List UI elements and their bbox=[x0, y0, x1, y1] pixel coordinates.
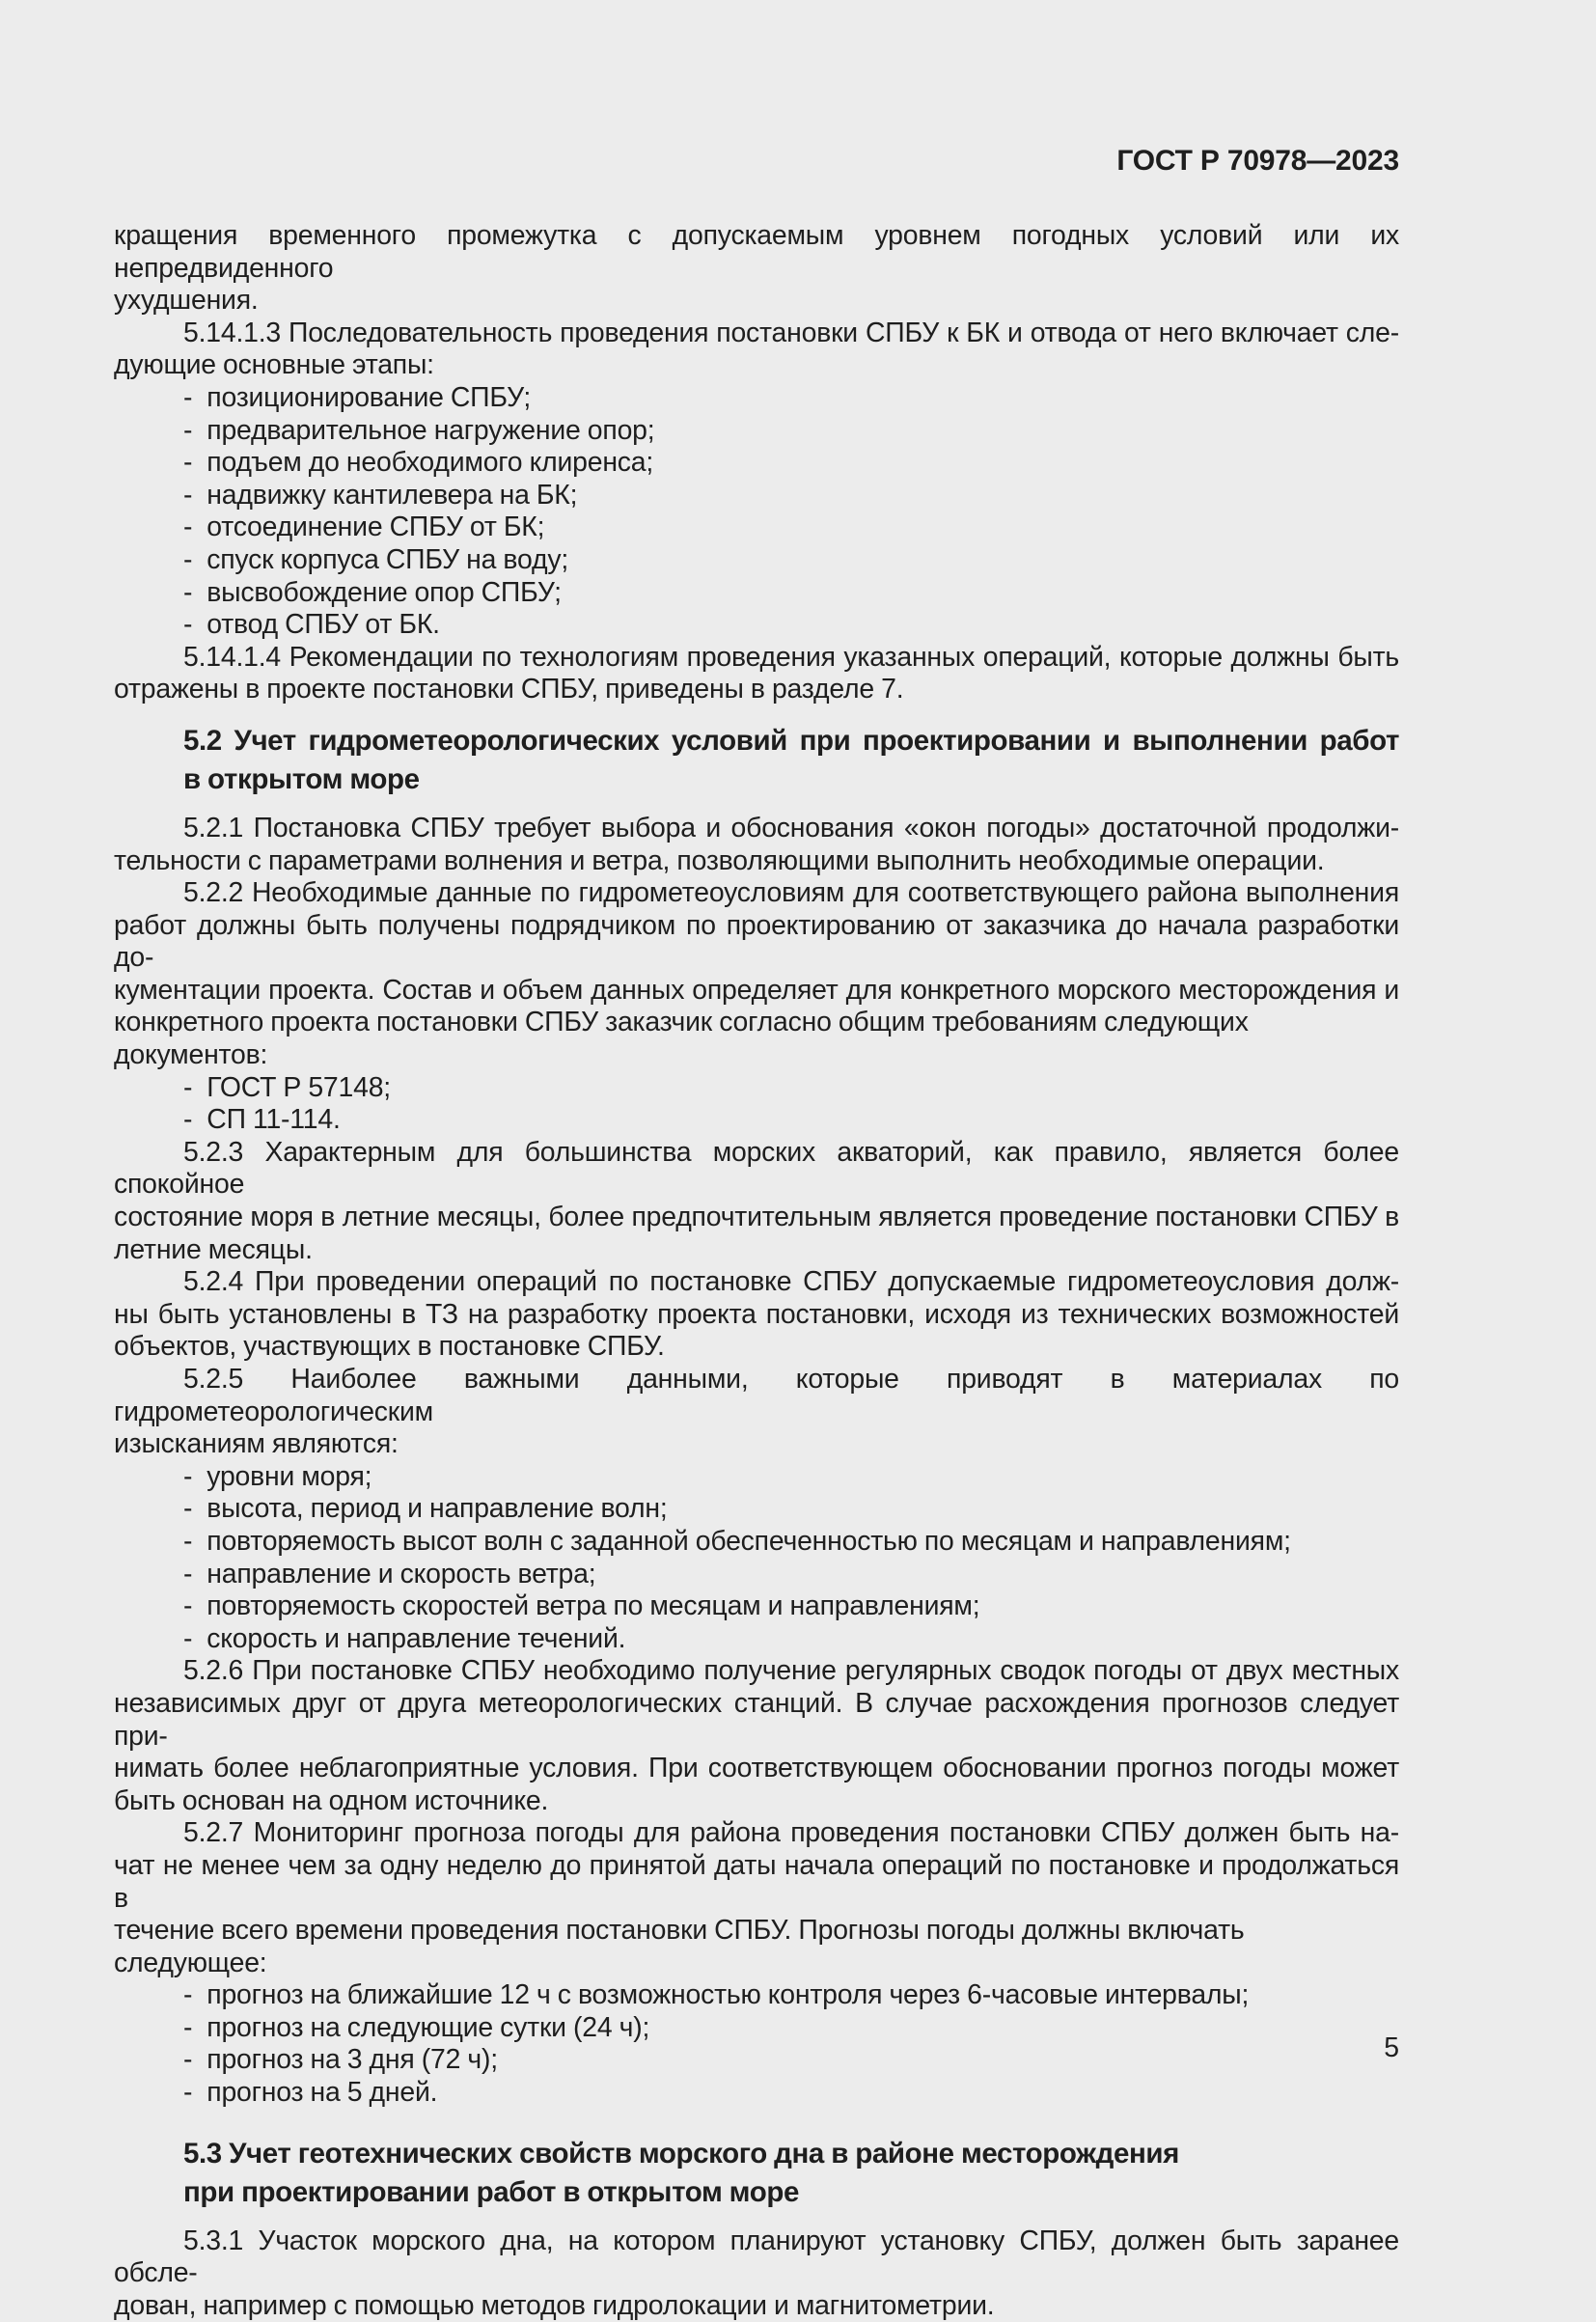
heading-line: 5.3 Учет геотехнических свойств морского дна в районе месторождения bbox=[183, 2137, 1179, 2170]
list-item-text: прогноз на 3 дня (72 ч); bbox=[206, 2044, 498, 2076]
paragraph-line: работ должны быть получены подрядчиком по проектированию от заказчика до начала разработки до- bbox=[114, 909, 1399, 974]
list-item bbox=[114, 2077, 1399, 2110]
list-item-text: повторяемость скоростей ветра по месяцам и направлениям; bbox=[206, 1590, 980, 1622]
list-item bbox=[114, 511, 1399, 544]
list-dash: - bbox=[183, 511, 193, 543]
document-code-header: ГОСТ Р 70978—2023 bbox=[1116, 145, 1399, 177]
list-item bbox=[114, 447, 1399, 480]
list-dash: - bbox=[183, 609, 193, 641]
list-dash: - bbox=[183, 1460, 193, 1492]
list-item bbox=[114, 415, 1399, 448]
list-dash: - bbox=[183, 1558, 193, 1589]
list-item bbox=[114, 382, 1399, 415]
list-item-text: направление и скорость ветра; bbox=[206, 1558, 596, 1589]
list-dash: - bbox=[183, 447, 193, 479]
document-body bbox=[114, 220, 1399, 2322]
list-item-text: прогноз на 5 дней. bbox=[206, 2077, 438, 2109]
list-dash: - bbox=[183, 1104, 193, 1136]
section-heading bbox=[114, 722, 1399, 799]
dash-list bbox=[114, 1461, 1399, 1656]
list-item-text: предварительное нагружение опор; bbox=[206, 414, 655, 446]
paragraph bbox=[114, 642, 1399, 706]
heading-line: 5.2 Учет гидрометеорологических условий при проектировании и выполнении работ bbox=[183, 724, 1399, 757]
paragraph-line: 5.14.1.4 Рекомендации по технологиям проведения указанных операций, которые должны быть bbox=[183, 641, 1399, 673]
list-dash: - bbox=[183, 2044, 193, 2076]
paragraph-line: кращения временного промежутка с допускаемым уровнем погодных условий или их непредвиденного bbox=[114, 220, 1399, 284]
list-item-text: высвобождение опор СПБУ; bbox=[206, 576, 562, 608]
section-heading bbox=[114, 2135, 1399, 2212]
paragraph-line: 5.2.3 Характерным для большинства морских акваторий, как правило, является более спокойное bbox=[114, 1136, 1399, 1201]
list-item-text: повторяемость высот волн с заданной обеспеченностью по месяцам и направлениям; bbox=[206, 1525, 1291, 1557]
list-item bbox=[114, 609, 1399, 642]
paragraph-line: ухудшения. bbox=[114, 285, 259, 317]
paragraph-line: 5.14.1.3 Последовательность проведения постановки СПБУ к БК и отвода от него включает сле- bbox=[183, 317, 1399, 348]
paragraph-line: летние месяцы. bbox=[114, 1233, 313, 1265]
page-number: 5 bbox=[1384, 2032, 1399, 2063]
dash-list bbox=[114, 1072, 1399, 1137]
list-dash: - bbox=[183, 2077, 193, 2109]
paragraph bbox=[114, 318, 1399, 382]
list-dash: - bbox=[183, 1493, 193, 1525]
list-dash: - bbox=[183, 381, 193, 413]
list-item bbox=[114, 1493, 1399, 1526]
list-item bbox=[114, 1072, 1399, 1105]
heading-line: в открытом море bbox=[183, 762, 420, 795]
list-item bbox=[114, 1559, 1399, 1591]
list-item bbox=[114, 1104, 1399, 1137]
paragraph-line: 5.2.5 Наиболее важными данными, которые приводят в материалах по гидрометеорологическим bbox=[114, 1364, 1399, 1427]
list-dash: - bbox=[183, 2011, 193, 2043]
paragraph bbox=[114, 2225, 1399, 2322]
paragraph bbox=[114, 877, 1399, 1072]
list-item bbox=[114, 480, 1399, 512]
list-item bbox=[114, 1526, 1399, 1559]
list-dash: - bbox=[183, 1525, 193, 1557]
list-item bbox=[114, 544, 1399, 577]
paragraph-line: 5.2.1 Постановка СПБУ требует выбора и обоснования «окон погоды» достаточной продолжи- bbox=[183, 812, 1399, 843]
paragraph-line: отражены в проекте постановки СПБУ, приведены в разделе 7. bbox=[114, 674, 904, 705]
paragraph-line: состояние моря в летние месяцы, более предпочтительным является проведение постановки СПБУ в bbox=[114, 1202, 1399, 1233]
paragraph-line: дующие основные этапы: bbox=[114, 349, 434, 381]
list-item bbox=[114, 1590, 1399, 1623]
paragraph-line: независимых друг от друга метеорологических станций. В случае расхождения прогнозов следует при- bbox=[114, 1687, 1399, 1752]
list-item-text: уровни моря; bbox=[206, 1460, 372, 1492]
paragraph bbox=[114, 220, 1399, 318]
paragraph bbox=[114, 1817, 1399, 1979]
list-item-text: отсоединение СПБУ от БК; bbox=[206, 511, 545, 543]
paragraph-line: течение всего времени проведения постановки СПБУ. Прогнозы погоды должны включать следующее: bbox=[114, 1915, 1245, 1978]
paragraph bbox=[114, 1137, 1399, 1266]
list-dash: - bbox=[183, 576, 193, 608]
list-item bbox=[114, 1461, 1399, 1494]
paragraph bbox=[114, 1655, 1399, 1817]
list-item-text: СП 11-114. bbox=[206, 1104, 341, 1136]
list-dash: - bbox=[183, 1071, 193, 1103]
list-item-text: спуск корпуса СПБУ на воду; bbox=[206, 543, 569, 575]
list-item bbox=[114, 2012, 1399, 2045]
list-dash: - bbox=[183, 543, 193, 575]
list-item bbox=[114, 577, 1399, 610]
paragraph bbox=[114, 1364, 1399, 1461]
paragraph-line: конкретного проекта постановки СПБУ заказчик согласно общим требованиям следующих документов: bbox=[114, 1007, 1249, 1071]
paragraph-line: 5.2.6 При постановке СПБУ необходимо получение регулярных сводок погоды от двух местных bbox=[183, 1655, 1399, 1687]
list-item-text: скорость и направление течений. bbox=[206, 1622, 626, 1654]
list-item-text: прогноз на ближайшие 12 ч с возможностью контроля через 6-часовые интервалы; bbox=[206, 1979, 1250, 2011]
list-item-text: прогноз на следующие сутки (24 ч); bbox=[206, 2011, 650, 2043]
paragraph bbox=[114, 813, 1399, 877]
list-item-text: надвижку кантилевера на БК; bbox=[206, 479, 578, 511]
list-dash: - bbox=[183, 1979, 193, 2011]
list-item-text: высота, период и направление волн; bbox=[206, 1493, 668, 1525]
list-dash: - bbox=[183, 1622, 193, 1654]
paragraph-line: ны быть установлены в ТЗ на разработку проекта постановки, исходя из технических возможностей bbox=[114, 1298, 1399, 1330]
paragraph-line: быть основан на одном источнике. bbox=[114, 1784, 549, 1816]
list-item bbox=[114, 2044, 1399, 2077]
list-item bbox=[114, 1979, 1399, 2012]
paragraph-line: объектов, участвующих в постановке СПБУ. bbox=[114, 1331, 665, 1363]
paragraph-line: кументации проекта. Состав и объем данных определяет для конкретного морского месторождения и bbox=[114, 974, 1399, 1006]
dash-list bbox=[114, 382, 1399, 642]
list-item-text: подъем до необходимого клиренса; bbox=[206, 447, 654, 479]
list-dash: - bbox=[183, 479, 193, 511]
paragraph-line: изысканиям являются: bbox=[114, 1428, 399, 1460]
paragraph bbox=[114, 1266, 1399, 1364]
list-dash: - bbox=[183, 414, 193, 446]
list-item bbox=[114, 1623, 1399, 1656]
paragraph-line: 5.2.2 Необходимые данные по гидрометеоусловиям для соответствующего района выполнения bbox=[183, 877, 1399, 909]
paragraph-line: 5.2.4 При проведении операций по постановке СПБУ допускаемые гидрометеоусловия долж- bbox=[183, 1266, 1399, 1298]
paragraph-line: дован, например с помощью методов гидролокации и магнитометрии. bbox=[114, 2289, 995, 2321]
dash-list bbox=[114, 1979, 1399, 2109]
paragraph-line: 5.2.7 Мониторинг прогноза погоды для района проведения постановки СПБУ должен быть на- bbox=[183, 1817, 1399, 1849]
paragraph-line: тельности с параметрами волнения и ветра, позволяющими выполнить необходимые операции. bbox=[114, 844, 1325, 876]
list-item-text: позиционирование СПБУ; bbox=[206, 381, 532, 413]
heading-line: при проектировании работ в открытом море bbox=[183, 2175, 799, 2208]
list-item-text: отвод СПБУ от БК. bbox=[206, 609, 440, 641]
paragraph-line: нимать более неблагоприятные условия. При соответствующем обосновании прогноз погоды может bbox=[114, 1753, 1399, 1784]
paragraph-line: чат не менее чем за одну неделю до принятой даты начала операций по постановке и продолжаться в bbox=[114, 1849, 1399, 1914]
list-item-text: ГОСТ Р 57148; bbox=[206, 1071, 391, 1103]
list-dash: - bbox=[183, 1590, 193, 1622]
paragraph-line: 5.3.1 Участок морского дна, на котором планируют установку СПБУ, должен быть заранее обсле- bbox=[114, 2225, 1399, 2289]
